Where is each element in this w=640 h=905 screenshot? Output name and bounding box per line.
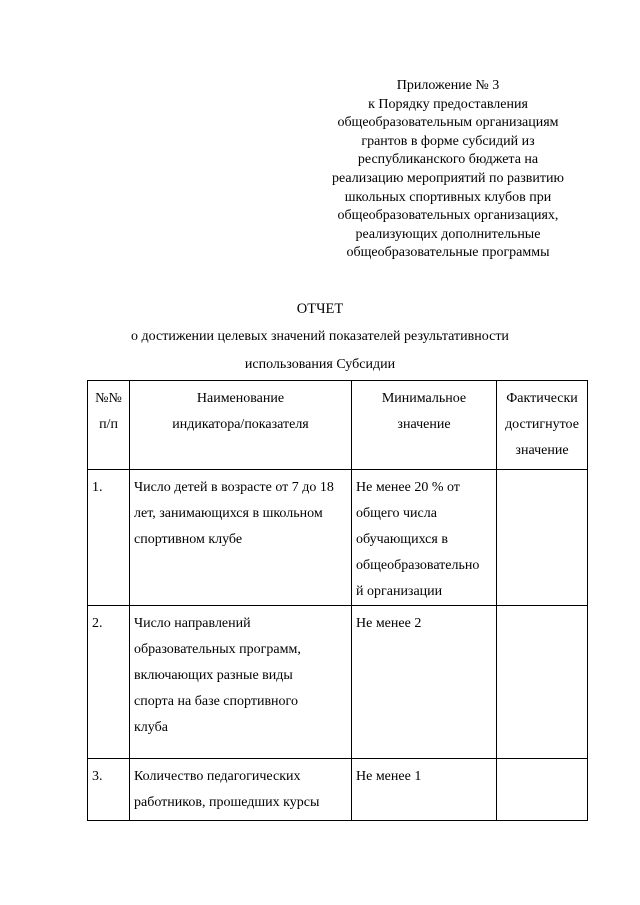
cell-line: общеобразовательно [356,558,480,573]
header-line: значение [397,417,451,432]
row-actual [497,606,588,759]
header-line: индикатора/показателя [172,417,309,432]
cell-line: Число детей в возрасте от 7 до 18 [134,480,334,495]
row-actual [497,759,588,821]
row-number: 3. [88,759,130,821]
cell-line: Число направлений [134,616,251,631]
cell-line: Не менее 1 [356,769,422,784]
appendix-line: школьных спортивных клубов при [344,189,552,205]
row-indicator [130,606,352,759]
appendix-line: общеобразовательных организациях, [337,208,559,224]
header-line: №№ [95,391,122,406]
header-line: Минимальное [381,391,467,406]
header-line: п/п [99,417,118,432]
appendix-line: общеобразовательные программы [346,245,550,261]
cell-line: работников, прошедших курсы [134,795,320,810]
cell-line: Не менее 2 [356,616,422,631]
header-line: Наименование [196,391,285,406]
header-number [88,381,130,470]
cell-line: клуба [134,720,168,735]
appendix-line: общеобразовательным организациям [337,115,559,131]
row-minimum [352,470,497,606]
row-indicator [130,470,352,606]
header-line: Фактически [506,391,578,406]
cell-line: обучающихся в [356,532,448,547]
appendix-heading [300,77,596,263]
header-minimum [352,381,497,470]
appendix-line: к Порядку предоставления [368,96,528,112]
table-row [88,606,588,759]
row-number: 2. [88,606,130,759]
report-subtitle-line2: использования Субсидии [244,357,396,372]
cell-line: общего числа [356,506,437,521]
cell-line: включающих разные виды [134,668,293,683]
row-minimum [352,759,497,821]
report-title: ОТЧЕТ [296,301,344,317]
cell-line: Не менее 20 % от [356,480,460,495]
appendix-line: республиканского бюджета на [357,152,539,168]
report-subtitle-line1: о достижении целевых значений показателей результативности [131,329,509,344]
header-line: значение [515,443,569,458]
appendix-line: реализующих дополнительные [355,226,541,242]
cell-line: спорта на базе спортивного [134,694,298,709]
table-row [88,470,588,606]
appendix-line: реализацию мероприятий по развитию [332,170,564,186]
row-minimum [352,606,497,759]
cell-line: Количество педагогических [134,769,301,784]
table-row [88,759,588,821]
appendix-line: Приложение № 3 [396,78,500,93]
header-indicator [130,381,352,470]
row-indicator [130,759,352,821]
cell-line: лет, занимающихся в школьном [134,506,323,521]
header-line: достигнутое [505,417,579,432]
cell-line: й организации [356,584,443,599]
table-header-row [88,381,588,470]
header-actual [497,381,588,470]
row-number: 1. [88,470,130,606]
appendix-line: грантов в форме субсидий из [361,133,535,149]
cell-line: образовательных программ, [134,642,301,657]
cell-line: спортивном клубе [134,532,243,547]
row-actual [497,470,588,606]
indicators-table [87,380,588,821]
